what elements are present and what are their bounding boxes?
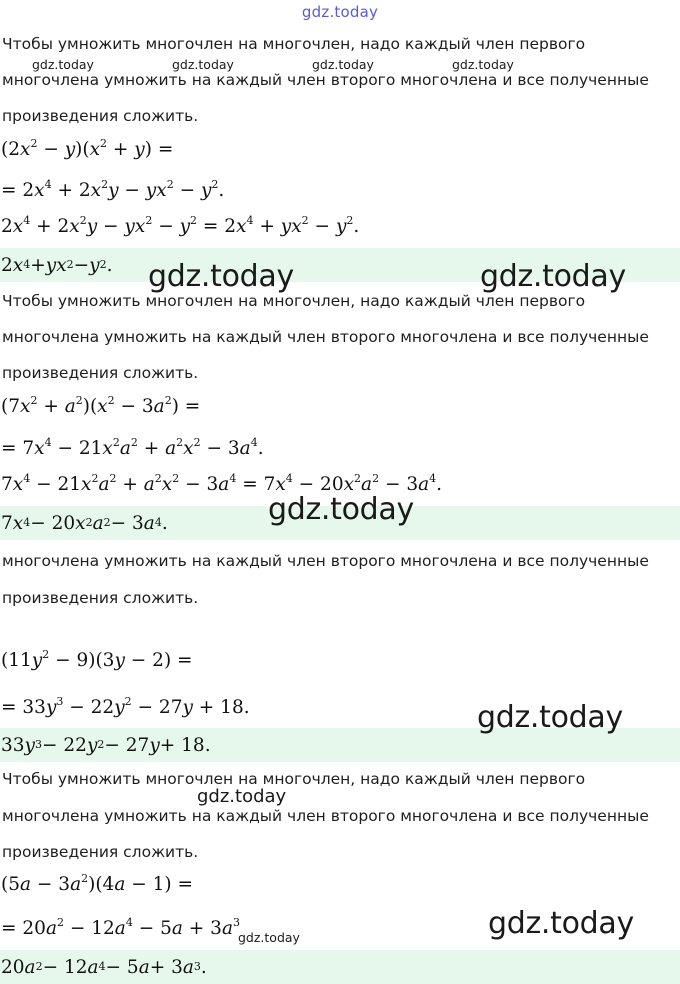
watermark-text: gdz.today: [312, 57, 374, 72]
watermark-text: gdz.today: [268, 492, 414, 527]
rule-text-line-3: произведения сложить.: [2, 589, 199, 607]
ex2-answer: 7 x 4 − 20 x 2 a 2 − 3 a 4 .: [0, 506, 680, 540]
watermark-text: gdz.today: [488, 906, 634, 941]
ex4-expanded: = $20a^2 - 12a^4 - 5a + 3a^3$: [1, 916, 240, 939]
ex1-expanded: = $2x^4 + 2x^2y - yx^2 - y^2$.: [1, 178, 225, 201]
ex1-answer: 2 x 4 + y x 2 − y 2 .: [0, 248, 680, 282]
ex3-expression: $(11y^2 - 9)(3y - 2)$ =: [1, 648, 193, 671]
watermark-text: gdz.today: [477, 700, 623, 735]
rule-text-line-2: многочлена умножить на каждый член второго многочлена и все полученные: [2, 807, 649, 825]
watermark-text: gdz.today: [148, 259, 294, 294]
rule-text-line-2: многочлена умножить на каждый член второго многочлена и все полученные: [2, 552, 649, 570]
rule-text-line-1: Чтобы умножить многочлен на многочлен, надо каждый член первого: [2, 770, 586, 788]
rule-text-line-3: произведения сложить.: [2, 364, 199, 382]
rule-text-line-1: Чтобы умножить многочлен на многочлен, надо каждый член первого: [2, 35, 586, 53]
ex1-simplified: $2x^4 + 2x^2y - yx^2 - y^2 = 2x^4 + yx^2 - y^2$.: [1, 214, 360, 237]
rule-text-line-3: произведения сложить.: [2, 843, 199, 861]
watermark-text: gdz.today: [480, 259, 626, 294]
watermark-text: gdz.today: [32, 57, 94, 72]
rule-text-line-2: многочлена умножить на каждый член второго многочлена и все полученные: [2, 328, 649, 346]
ex2-simplified: $7x^4 - 21x^2a^2 + a^2x^2 - 3a^4 = 7x^4 - 20x^2a^2 - 3a^4$.: [1, 472, 443, 495]
ex2-expression: $(7x^2 + a^2)(x^2 - 3a^2)$ =: [1, 394, 201, 417]
ex4-answer: 20 a 2 − 12 a 4 − 5 a + 3 a 3 .: [0, 950, 680, 984]
watermark-text: gdz.today: [452, 57, 514, 72]
ex1-expression: $(2x^2 - y)(x^2 + y)$ =: [1, 137, 174, 160]
ex2-expanded: = $7x^4 - 21x^2a^2 + a^2x^2 - 3a^4$.: [1, 436, 264, 459]
ex4-expression: $(5a - 3a^2)(4a - 1)$ =: [1, 872, 193, 895]
top-watermark: gdz.today: [301, 3, 379, 21]
rule-text-line-2: многочлена умножить на каждый член второго многочлена и все полученные: [2, 71, 649, 89]
watermark-text: gdz.today: [197, 786, 287, 807]
rule-text-line-1: Чтобы умножить многочлен на многочлен, надо каждый член первого: [2, 292, 586, 310]
watermark-text: gdz.today: [238, 930, 300, 945]
watermark-text: gdz.today: [172, 57, 234, 72]
rule-text-line-3: произведения сложить.: [2, 107, 199, 125]
ex3-expanded: = $33y^3 - 22y^2 - 27y + 18$.: [1, 695, 250, 718]
ex3-answer: 33 y 3 − 22 y 2 − 27 y + 18.: [0, 728, 680, 762]
